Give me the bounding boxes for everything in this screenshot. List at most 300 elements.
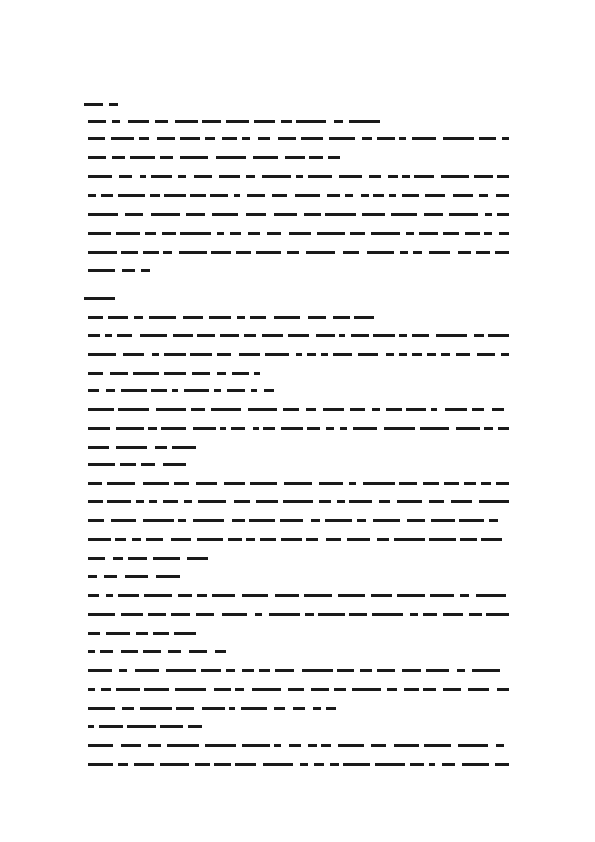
text-line bbox=[84, 386, 274, 396]
word-mark bbox=[179, 251, 207, 254]
word-mark bbox=[153, 632, 169, 635]
word-mark bbox=[443, 613, 463, 616]
word-mark bbox=[404, 688, 419, 691]
word-mark bbox=[469, 613, 482, 616]
word-mark bbox=[112, 120, 120, 123]
word-mark bbox=[100, 650, 113, 653]
word-mark bbox=[113, 557, 123, 560]
word-mark bbox=[349, 613, 367, 616]
word-mark bbox=[220, 334, 239, 337]
word-mark bbox=[88, 334, 100, 337]
word-mark bbox=[285, 156, 305, 159]
word-mark bbox=[337, 669, 354, 672]
word-mark bbox=[192, 372, 210, 375]
word-mark bbox=[371, 594, 392, 597]
word-mark bbox=[349, 482, 356, 485]
word-mark bbox=[267, 232, 281, 235]
word-mark bbox=[384, 427, 415, 430]
word-mark bbox=[145, 232, 156, 235]
text-line bbox=[84, 685, 509, 695]
word-mark bbox=[309, 156, 323, 159]
word-mark bbox=[235, 763, 256, 766]
word-mark bbox=[157, 137, 175, 140]
word-mark bbox=[275, 669, 294, 672]
word-mark bbox=[399, 137, 406, 140]
text-line bbox=[84, 535, 509, 545]
word-mark bbox=[118, 594, 139, 597]
word-mark bbox=[151, 213, 180, 216]
word-mark bbox=[430, 594, 454, 597]
word-mark bbox=[407, 519, 425, 522]
word-mark bbox=[125, 575, 148, 578]
word-mark bbox=[499, 232, 509, 235]
word-mark bbox=[275, 594, 299, 597]
word-mark bbox=[333, 316, 350, 319]
word-mark bbox=[379, 500, 390, 503]
word-mark bbox=[283, 500, 313, 503]
word-mark bbox=[214, 688, 231, 691]
word-mark bbox=[306, 538, 318, 541]
word-mark bbox=[88, 194, 96, 197]
word-mark bbox=[306, 251, 335, 254]
word-mark bbox=[184, 500, 192, 503]
word-mark bbox=[163, 500, 178, 503]
word-mark bbox=[250, 316, 266, 319]
word-mark bbox=[445, 408, 467, 411]
word-mark bbox=[304, 594, 332, 597]
text-line bbox=[84, 134, 509, 144]
word-mark bbox=[481, 482, 491, 485]
word-mark bbox=[386, 408, 402, 411]
word-mark bbox=[148, 427, 157, 430]
word-mark bbox=[371, 744, 386, 747]
word-mark bbox=[443, 232, 459, 235]
text-line bbox=[84, 460, 186, 470]
word-mark bbox=[429, 251, 450, 254]
word-mark bbox=[443, 137, 474, 140]
word-mark bbox=[372, 408, 380, 411]
word-mark bbox=[484, 427, 493, 430]
word-mark bbox=[163, 251, 172, 254]
word-mark bbox=[110, 372, 128, 375]
word-mark bbox=[106, 632, 130, 635]
word-mark bbox=[149, 500, 157, 503]
word-mark bbox=[353, 427, 377, 430]
word-mark bbox=[143, 482, 169, 485]
word-mark bbox=[84, 297, 115, 300]
text-line bbox=[84, 479, 509, 489]
word-mark bbox=[135, 669, 159, 672]
word-mark bbox=[394, 744, 419, 747]
word-mark bbox=[402, 175, 410, 178]
word-mark bbox=[88, 744, 113, 747]
word-mark bbox=[189, 650, 207, 653]
word-mark bbox=[99, 725, 123, 728]
word-mark bbox=[173, 334, 193, 337]
word-mark bbox=[326, 538, 341, 541]
word-mark bbox=[423, 688, 436, 691]
word-mark bbox=[178, 519, 186, 522]
word-mark bbox=[217, 353, 231, 356]
word-mark bbox=[164, 372, 186, 375]
word-mark bbox=[144, 594, 172, 597]
word-mark bbox=[140, 175, 146, 178]
word-mark bbox=[116, 427, 144, 430]
word-mark bbox=[334, 688, 346, 691]
word-mark bbox=[307, 353, 316, 356]
word-mark bbox=[239, 353, 260, 356]
word-mark bbox=[338, 594, 365, 597]
word-mark bbox=[184, 389, 209, 392]
word-mark bbox=[319, 500, 331, 503]
word-mark bbox=[308, 175, 332, 178]
word-mark bbox=[502, 137, 509, 140]
word-mark bbox=[278, 137, 296, 140]
text-line bbox=[84, 443, 200, 453]
word-mark bbox=[88, 725, 94, 728]
word-mark bbox=[149, 316, 176, 319]
word-mark bbox=[193, 427, 216, 430]
word-mark bbox=[253, 156, 278, 159]
word-mark bbox=[250, 482, 277, 485]
word-mark bbox=[88, 650, 95, 653]
word-mark bbox=[167, 744, 199, 747]
text-line bbox=[84, 313, 374, 323]
word-mark bbox=[88, 137, 105, 140]
word-mark bbox=[419, 232, 438, 235]
word-mark bbox=[248, 232, 260, 235]
word-mark bbox=[412, 334, 429, 337]
word-mark bbox=[160, 725, 183, 728]
word-mark bbox=[442, 763, 455, 766]
word-mark bbox=[350, 408, 365, 411]
word-mark bbox=[265, 353, 289, 356]
word-mark bbox=[230, 232, 241, 235]
word-mark bbox=[431, 408, 437, 411]
word-mark bbox=[301, 137, 323, 140]
text-line bbox=[84, 704, 336, 714]
word-mark bbox=[486, 613, 509, 616]
word-mark bbox=[101, 194, 113, 197]
word-mark bbox=[88, 575, 97, 578]
word-mark bbox=[88, 538, 111, 541]
word-mark bbox=[186, 213, 205, 216]
text-line bbox=[84, 610, 509, 620]
word-mark bbox=[219, 175, 240, 178]
word-mark bbox=[246, 538, 255, 541]
word-mark bbox=[423, 482, 439, 485]
word-mark bbox=[222, 613, 247, 616]
text-line bbox=[84, 369, 260, 379]
word-mark bbox=[143, 251, 159, 254]
word-mark bbox=[337, 500, 345, 503]
word-mark bbox=[444, 482, 459, 485]
word-mark bbox=[343, 251, 359, 254]
word-mark bbox=[196, 482, 217, 485]
word-mark bbox=[121, 251, 138, 254]
word-mark bbox=[143, 519, 174, 522]
word-mark bbox=[242, 744, 270, 747]
word-mark bbox=[262, 175, 291, 178]
word-mark bbox=[108, 316, 128, 319]
word-mark bbox=[140, 707, 172, 710]
word-mark bbox=[321, 353, 328, 356]
word-mark bbox=[311, 519, 320, 522]
word-mark bbox=[477, 353, 495, 356]
word-mark bbox=[489, 519, 498, 522]
word-mark bbox=[311, 688, 329, 691]
text-line bbox=[84, 497, 509, 507]
word-mark bbox=[115, 538, 126, 541]
text-line bbox=[84, 666, 509, 676]
word-mark bbox=[476, 251, 490, 254]
word-mark bbox=[197, 538, 223, 541]
word-mark bbox=[88, 213, 118, 216]
word-mark bbox=[88, 269, 115, 272]
word-mark bbox=[180, 232, 211, 235]
word-mark bbox=[399, 482, 417, 485]
word-mark bbox=[358, 353, 378, 356]
word-mark bbox=[326, 707, 336, 710]
word-mark bbox=[458, 744, 488, 747]
word-mark bbox=[360, 669, 372, 672]
word-mark bbox=[156, 575, 180, 578]
word-mark bbox=[328, 156, 340, 159]
word-mark bbox=[287, 251, 299, 254]
word-mark bbox=[325, 519, 352, 522]
word-mark bbox=[227, 389, 245, 392]
word-mark bbox=[116, 688, 140, 691]
word-mark bbox=[387, 688, 397, 691]
word-mark bbox=[472, 408, 484, 411]
word-mark bbox=[362, 213, 385, 216]
word-mark bbox=[263, 427, 275, 430]
word-mark bbox=[305, 613, 314, 616]
word-mark bbox=[429, 500, 444, 503]
word-mark bbox=[111, 137, 134, 140]
word-mark bbox=[242, 669, 254, 672]
word-mark bbox=[249, 519, 275, 522]
word-mark bbox=[373, 334, 395, 337]
word-mark bbox=[88, 613, 115, 616]
word-mark bbox=[400, 251, 408, 254]
word-mark bbox=[280, 519, 303, 522]
word-mark bbox=[474, 334, 484, 337]
word-mark bbox=[431, 519, 455, 522]
word-mark bbox=[362, 137, 372, 140]
word-mark bbox=[456, 427, 480, 430]
word-mark bbox=[436, 334, 467, 337]
word-mark bbox=[333, 353, 352, 356]
word-mark bbox=[196, 613, 214, 616]
word-mark bbox=[168, 650, 181, 653]
word-mark bbox=[88, 372, 103, 375]
word-mark bbox=[350, 232, 365, 235]
word-mark bbox=[308, 316, 326, 319]
word-mark bbox=[211, 408, 241, 411]
word-mark bbox=[429, 763, 435, 766]
word-mark bbox=[88, 688, 95, 691]
word-mark bbox=[255, 613, 262, 616]
word-mark bbox=[256, 251, 281, 254]
word-mark bbox=[122, 269, 135, 272]
word-mark bbox=[424, 744, 451, 747]
word-mark bbox=[496, 482, 509, 485]
word-mark bbox=[413, 251, 422, 254]
word-mark bbox=[352, 688, 381, 691]
word-mark bbox=[347, 538, 370, 541]
word-mark bbox=[501, 353, 509, 356]
word-mark bbox=[217, 372, 226, 375]
word-mark bbox=[104, 575, 117, 578]
word-mark bbox=[429, 538, 456, 541]
word-mark bbox=[118, 763, 128, 766]
word-mark bbox=[283, 408, 299, 411]
word-mark bbox=[443, 688, 461, 691]
word-mark bbox=[254, 120, 275, 123]
word-mark bbox=[88, 446, 109, 449]
word-mark bbox=[373, 194, 384, 197]
text-line bbox=[84, 647, 226, 657]
text-line bbox=[84, 266, 156, 276]
word-mark bbox=[479, 194, 488, 197]
word-mark bbox=[269, 613, 300, 616]
word-mark bbox=[121, 650, 138, 653]
word-mark bbox=[88, 427, 110, 430]
word-mark bbox=[472, 669, 500, 672]
word-mark bbox=[367, 251, 394, 254]
word-mark bbox=[231, 427, 245, 430]
word-mark bbox=[180, 137, 200, 140]
word-mark bbox=[253, 427, 259, 430]
word-mark bbox=[339, 334, 345, 337]
word-mark bbox=[304, 213, 321, 216]
word-mark bbox=[88, 353, 116, 356]
text-line bbox=[84, 248, 509, 258]
text-line bbox=[84, 210, 509, 220]
word-mark bbox=[498, 427, 509, 430]
section-heading-line bbox=[84, 100, 118, 110]
word-mark bbox=[205, 137, 215, 140]
word-mark bbox=[254, 372, 260, 375]
word-mark bbox=[119, 669, 127, 672]
word-mark bbox=[263, 763, 293, 766]
word-mark bbox=[216, 156, 246, 159]
word-mark bbox=[318, 613, 345, 616]
word-mark bbox=[410, 763, 424, 766]
word-mark bbox=[394, 538, 425, 541]
word-mark bbox=[191, 408, 205, 411]
word-mark bbox=[151, 175, 172, 178]
section-heading-line bbox=[84, 294, 118, 304]
word-mark bbox=[251, 389, 257, 392]
word-mark bbox=[215, 650, 226, 653]
text-line bbox=[84, 591, 509, 601]
word-mark bbox=[481, 538, 502, 541]
word-mark bbox=[119, 175, 132, 178]
word-mark bbox=[247, 194, 265, 197]
word-mark bbox=[107, 482, 135, 485]
word-mark bbox=[209, 316, 231, 319]
word-mark bbox=[306, 408, 316, 411]
word-mark bbox=[148, 744, 161, 747]
word-mark bbox=[460, 538, 477, 541]
word-mark bbox=[363, 482, 395, 485]
word-mark bbox=[88, 763, 113, 766]
word-mark bbox=[160, 763, 189, 766]
word-mark bbox=[284, 482, 312, 485]
word-mark bbox=[295, 194, 320, 197]
word-mark bbox=[174, 482, 189, 485]
word-mark bbox=[201, 669, 221, 672]
word-mark bbox=[441, 175, 469, 178]
word-mark bbox=[128, 557, 147, 560]
word-mark bbox=[497, 213, 509, 216]
word-mark bbox=[377, 538, 389, 541]
word-mark bbox=[307, 427, 320, 430]
word-mark bbox=[88, 156, 106, 159]
word-mark bbox=[220, 427, 226, 430]
word-mark bbox=[88, 232, 111, 235]
word-mark bbox=[300, 763, 308, 766]
word-mark bbox=[308, 744, 317, 747]
word-mark bbox=[314, 763, 324, 766]
word-mark bbox=[252, 688, 281, 691]
word-mark bbox=[274, 316, 300, 319]
word-mark bbox=[88, 707, 115, 710]
word-mark bbox=[172, 389, 178, 392]
word-mark bbox=[190, 194, 206, 197]
word-mark bbox=[414, 175, 434, 178]
word-mark bbox=[210, 194, 228, 197]
word-mark bbox=[397, 500, 422, 503]
word-mark bbox=[152, 353, 159, 356]
word-mark bbox=[236, 251, 251, 254]
word-mark bbox=[296, 175, 303, 178]
word-mark bbox=[424, 213, 443, 216]
word-mark bbox=[288, 688, 304, 691]
word-mark bbox=[354, 316, 374, 319]
word-mark bbox=[412, 353, 422, 356]
word-mark bbox=[125, 213, 143, 216]
word-mark bbox=[495, 763, 509, 766]
word-mark bbox=[476, 594, 506, 597]
word-mark bbox=[116, 446, 147, 449]
word-mark bbox=[377, 137, 395, 140]
word-mark bbox=[349, 120, 380, 123]
word-mark bbox=[117, 334, 132, 337]
word-mark bbox=[146, 538, 163, 541]
word-mark bbox=[88, 632, 100, 635]
word-mark bbox=[153, 557, 180, 560]
word-mark bbox=[128, 120, 149, 123]
word-mark bbox=[464, 482, 476, 485]
word-mark bbox=[211, 251, 231, 254]
word-mark bbox=[274, 707, 285, 710]
word-mark bbox=[497, 175, 509, 178]
word-mark bbox=[319, 482, 343, 485]
word-mark bbox=[349, 500, 372, 503]
word-mark bbox=[281, 120, 292, 123]
word-mark bbox=[148, 613, 166, 616]
word-mark bbox=[321, 744, 331, 747]
word-mark bbox=[194, 175, 212, 178]
word-mark bbox=[281, 538, 302, 541]
word-mark bbox=[402, 194, 419, 197]
word-mark bbox=[281, 427, 303, 430]
text-line bbox=[84, 153, 348, 163]
word-mark bbox=[160, 156, 173, 159]
